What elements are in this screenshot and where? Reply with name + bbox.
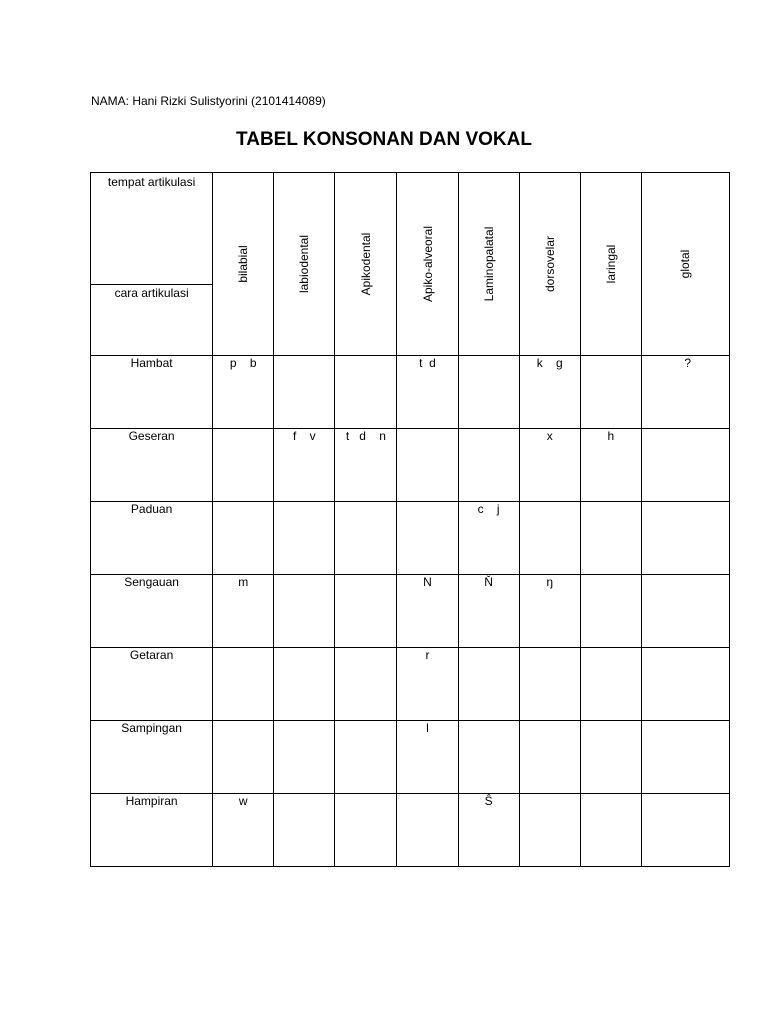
table-cell [458, 429, 519, 502]
table-cell [274, 356, 335, 429]
table-cell [335, 502, 397, 575]
place-label: dorsovelar [542, 235, 557, 293]
table-cell [274, 648, 335, 721]
place-header [335, 173, 397, 356]
table-row [91, 575, 730, 648]
table-cell [397, 794, 458, 867]
manner-label: Sampingan [91, 721, 213, 794]
table-cell: w [213, 794, 274, 867]
place-header [458, 173, 519, 356]
table-cell [641, 429, 729, 502]
table-row [91, 794, 730, 867]
table-cell [580, 356, 641, 429]
table-cell [274, 794, 335, 867]
table-cell [397, 502, 458, 575]
table-cell: k g [519, 356, 580, 429]
table-cell [641, 648, 729, 721]
manner-label: Geseran [91, 429, 213, 502]
table-row [91, 356, 730, 429]
table-cell [580, 502, 641, 575]
table-cell [213, 721, 274, 794]
table-cell [274, 575, 335, 648]
table-cell [274, 721, 335, 794]
document-title: TABEL KONSONAN DAN VOKAL [236, 129, 532, 150]
table-cell: f v [274, 429, 335, 502]
table-cell [580, 648, 641, 721]
table-cell [641, 575, 729, 648]
table-cell: ? [641, 356, 729, 429]
manner-label: Hambat [91, 356, 213, 429]
place-label: labiodental [297, 234, 312, 294]
table-cell: t d [397, 356, 458, 429]
table-cell: x [519, 429, 580, 502]
place-of-articulation-label: tempat artikulasi [91, 173, 212, 285]
manner-of-articulation-label: cara artikulasi [114, 286, 189, 300]
table-cell: Ň [458, 575, 519, 648]
place-header [580, 173, 641, 356]
table-cell [519, 794, 580, 867]
place-header [641, 173, 729, 356]
table-cell [458, 721, 519, 794]
place-header [274, 173, 335, 356]
table-cell [335, 648, 397, 721]
place-label: glotal [678, 249, 693, 279]
table-cell: r [397, 648, 458, 721]
table-cell [641, 502, 729, 575]
table-cell: ŋ [519, 575, 580, 648]
table-cell: N [397, 575, 458, 648]
table-cell [519, 502, 580, 575]
table-cell: c j [458, 502, 519, 575]
place-label: Apikodental [358, 232, 373, 296]
student-name-line: NAMA: Hani Rizki Sulistyorini (2101414089) [91, 94, 326, 108]
table-row [91, 721, 730, 794]
table-cell: m [213, 575, 274, 648]
table-cell: h [580, 429, 641, 502]
table-row [91, 648, 730, 721]
table-cell [213, 648, 274, 721]
table-cell [580, 575, 641, 648]
manner-label: Paduan [91, 502, 213, 575]
table-cell [458, 648, 519, 721]
table-cell [580, 794, 641, 867]
table-cell [213, 502, 274, 575]
place-label: Laminopalatal [481, 226, 496, 302]
place-label: laringal [603, 244, 618, 284]
table-cell [641, 721, 729, 794]
table-header-row [91, 173, 730, 356]
table-cell: t d n [335, 429, 397, 502]
table-cell [274, 502, 335, 575]
table-cell [519, 721, 580, 794]
table-cell: Ŝ [458, 794, 519, 867]
table-cell [335, 794, 397, 867]
corner-cell [91, 173, 213, 356]
table-cell [641, 794, 729, 867]
consonant-table [90, 172, 730, 867]
manner-label: Sengauan [91, 575, 213, 648]
place-header [519, 173, 580, 356]
table-cell [335, 575, 397, 648]
place-label: Apiko-alveoral [420, 225, 435, 303]
manner-label: Hampiran [91, 794, 213, 867]
table-cell [519, 648, 580, 721]
table-cell [458, 356, 519, 429]
table-cell [397, 429, 458, 502]
place-header [213, 173, 274, 356]
place-label: bilabial [236, 245, 251, 283]
table-cell [335, 721, 397, 794]
table-row [91, 429, 730, 502]
table-cell [213, 429, 274, 502]
table-cell: l [397, 721, 458, 794]
table-cell [335, 356, 397, 429]
table-row [91, 502, 730, 575]
manner-label: Getaran [91, 648, 213, 721]
place-header [397, 173, 458, 356]
table-cell [580, 721, 641, 794]
table-cell: p b [213, 356, 274, 429]
